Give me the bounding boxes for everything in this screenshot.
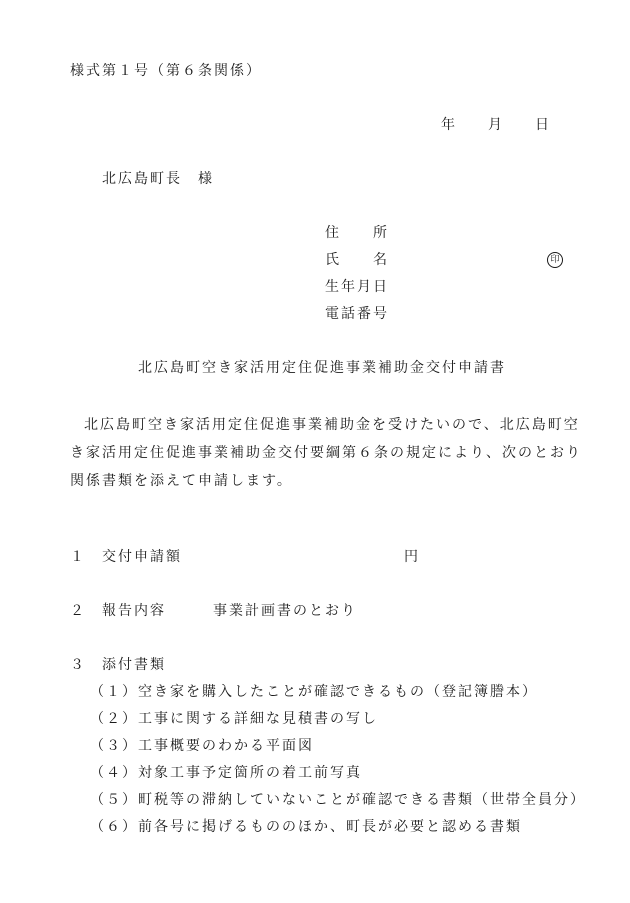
phone-label: 電話番号	[325, 306, 389, 322]
attachment-item: （３）工事概要のわかる平面図	[90, 738, 314, 754]
document-title: 北広島町空き家活用定住促進事業補助金交付申請書	[138, 360, 506, 376]
item2-label: 報告内容	[102, 603, 166, 619]
item2-value: 事業計画書のとおり	[213, 603, 357, 619]
seal-mark: 印	[547, 252, 563, 268]
attachment-item: （５）町税等の滞納していないことが確認できる書類（世帯全員分）	[90, 792, 586, 808]
form-number: 様式第１号（第６条関係）	[70, 63, 262, 79]
item1-number: １	[70, 549, 86, 565]
birthdate-label: 生年月日	[325, 279, 389, 295]
date-month: 月	[488, 117, 504, 133]
item3-label: 添付書類	[102, 657, 166, 673]
item3-number: ３	[70, 657, 86, 673]
address-label: 住 所	[325, 225, 389, 241]
addressee: 北広島町長 様	[102, 171, 214, 187]
date-day: 日	[535, 117, 551, 133]
item1-unit: 円	[404, 549, 420, 565]
attachment-item: （４）対象工事予定箇所の着工前写真	[90, 765, 362, 781]
attachment-item: （６）前各号に掲げるもののほか、町長が必要と認める書類	[90, 819, 522, 835]
name-label: 氏 名	[325, 252, 389, 268]
item2-number: ２	[70, 603, 86, 619]
body-paragraph: 北広島町空き家活用定住促進事業補助金を受けたいので、北広島町空き家活用定住促進事業補助金交付要綱第６条の規定により、次のとおり関係書類を添えて申請します。	[70, 417, 582, 489]
item1-label: 交付申請額	[102, 549, 182, 565]
attachment-item: （１）空き家を購入したことが確認できるもの（登記簿謄本）	[90, 684, 538, 700]
attachment-item: （２）工事に関する詳細な見積書の写し	[90, 711, 378, 727]
date-year: 年	[441, 117, 457, 133]
